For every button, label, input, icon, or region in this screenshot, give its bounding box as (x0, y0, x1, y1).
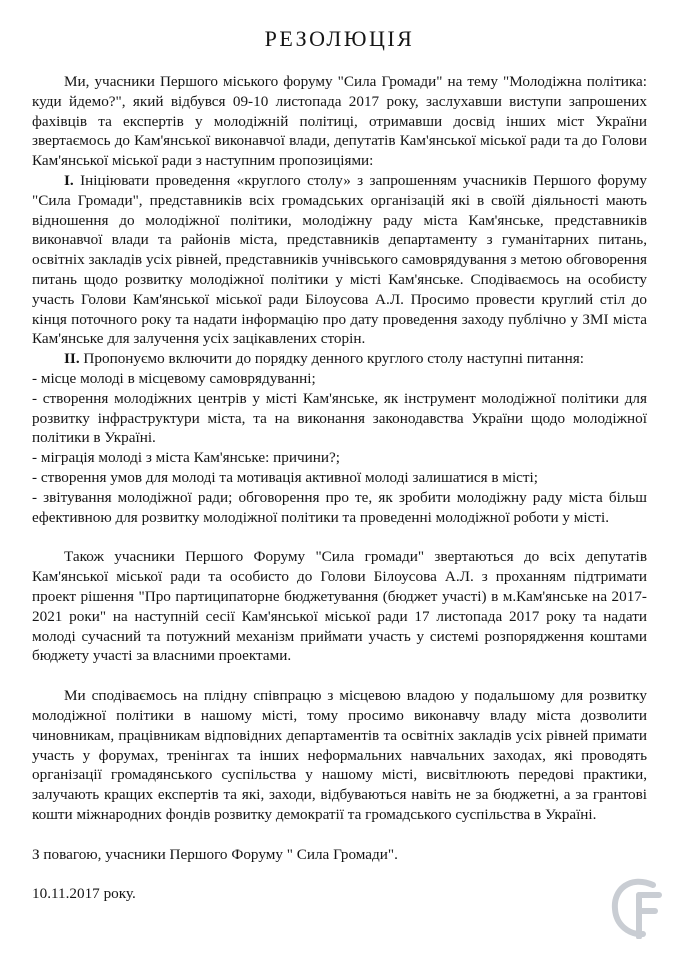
forum-logo-icon (611, 877, 663, 939)
section-2-heading (32, 349, 647, 369)
section-2-number: II. (64, 350, 80, 368)
document-title: РЕЗОЛЮЦІЯ (264, 26, 415, 51)
paragraph-spacer (32, 825, 647, 845)
list-item: - міграція молоді з міста Кам'янське: причини?; (32, 449, 340, 467)
logo-outer-arc (615, 882, 653, 934)
list-item: - створення умов для молоді та мотивація активної молоді залишатися в місті; (32, 468, 538, 486)
section-2-text: Пропонуємо включити до порядку денного круглого столу наступні питання: (79, 350, 584, 368)
paragraph-spacer (32, 666, 647, 686)
section-1-text: Ініціювати проведення «круглого столу» з запрошенням учасників Першого форуму "Сила Громади", представників всіх громадських організацій які в своїй діяльності мають відношення до молодіжної політики, молодіжну раду міста Кам'янське, представників виконавчої влади та районів міста, представників департаменту з гуманітарних питань, освітніх закладів усіх рівней, представників учнівського самоврядування з метою обговорення питань щодо розвитку молодіжної політики у місті Кам'янське. Сподіваємось на особисту участь Голови Кам'янської міської ради Білоусова А.Л. Просимо провести круглий стіл до кінця поточного року та надати інформацію про дату проведення заходу публічно у ЗМІ міста Кам'янське для залучення усіх зацікавлених сторін. (32, 171, 647, 348)
intro-paragraph: Ми, учасники Першого міського форуму "Сила Громади" на тему "Молодіжна політика: куди йдемо?", який відбувся 09-10 листопада 2017 року, заслухавши виступи запрошених фахівців та експертів у молодіжній політиці, отримавши досвід інших міст України звертаємось до Кам'янської виконавчої влади, депутатів Кам'янської міської ради та до Голови Кам'янської міської ради з наступним пропозиціями: (32, 73, 647, 170)
deputies-appeal-paragraph: Також учасники Першого Форуму "Сила громади" звертаються до всіх депутатів Кам'янської міської ради та особисто до Голови Білоусова А.Л. з проханням підтримати проект рішення "Про партиципаторне бюджетування (бюджет участі) в м.Кам'янське на 2017-2021 роки" на наступній сесії Кам'янської міської ради 17 листопада 2017 року та надати молоді сучасний та потужний механізм приймати участь у системі розпорядження коштами бюджету участі за власними проектами. (32, 548, 647, 665)
cooperation-paragraph: Ми сподіваємось на плідну співпрацю з місцевою владою у подальшому для розвитку молодіжної політики в нашому місті, тому просимо виконавчу владу міста дозволити чиновникам, працівникам відповідних департаментів та освітніх закладів усіх рівней примати участь у форумах, тренінгах та інших неформальних навчальних заходах, які проводять організації громадянського суспільства у нашому місті, висвітлюють передові практики, залучають кращих експертів та які, заходи, відбуваються навіть не за бюджетні, а за грантові кошти міжнародних фондів розвитку демократії та громадського суспільства в Україні. (32, 687, 647, 823)
section-1-number: I. (64, 171, 74, 189)
list-item: - створення молодіжних центрів у місті Кам'янське, як інструмент молодіжної політики для розвитку інфраструктури міста, та на виконання законодавства України щодо молодіжної політики в Україні. (32, 389, 647, 447)
section-1-paragraph (32, 171, 647, 349)
document-date: 10.11.2017 року. (32, 885, 136, 903)
paragraph-spacer (32, 527, 647, 547)
paragraph-spacer (32, 864, 647, 884)
list-item: - місце молоді в місцевому самоврядуванні; (32, 369, 316, 387)
closing-signature: З повагою, учасники Першого Форуму " Сила Громади". (32, 845, 398, 863)
document-body (32, 72, 647, 904)
list-item: - звітування молодіжної ради; обговорення про те, як зробити молодіжну раду міста більш ефективною для розвитку молодіжної політики та проведенні молодіжної роботи у місті. (32, 488, 647, 526)
